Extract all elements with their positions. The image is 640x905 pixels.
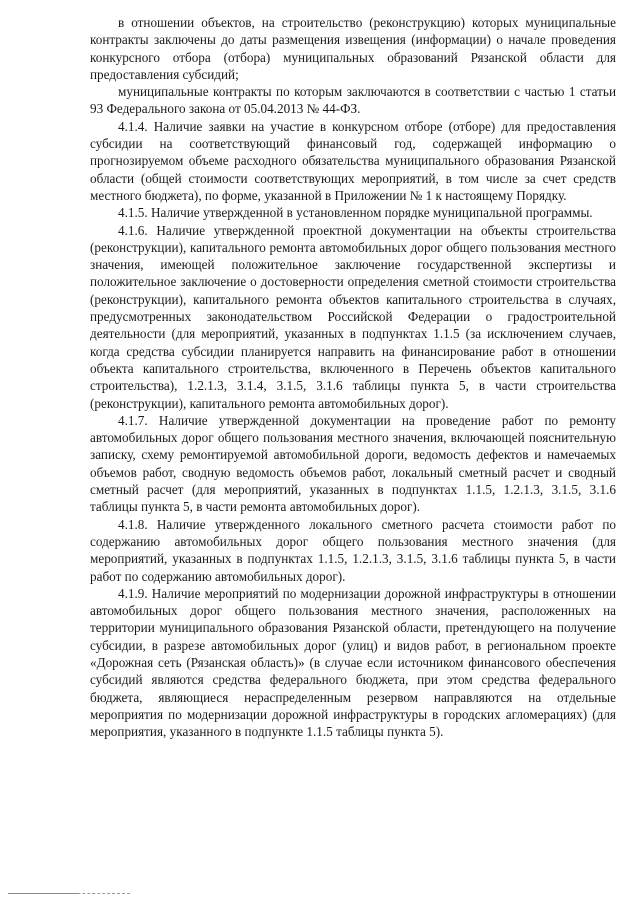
paragraph-4-1-9: 4.1.9. Наличие мероприятий по модернизации дорожной инфраструктуры в отношении автомобильных дорог общего пользования местного значения, расположенных на территории муниципального образования Рязанской области, претендующего на получение субсидии, в разрезе автомобильных дорог (улиц) и видов работ, в региональном проекте «Дорожная сеть (Рязанская область)» (в случае если источником финансового обеспечения субсидий являются средства федерального бюджета, при этом средства федерального бюджета, являющиеся нераспределенным резервом направляются на отдельные мероприятия по модернизации дорожной инфраструктуры в городских агломерациях) (для мероприятия, указанного в подпункте 1.1.5 таблицы пункта 5). (90, 585, 616, 740)
paragraph-objects: в отношении объектов, на строительство (реконструкцию) которых муниципальные контракты заключены до даты размещения извещения (информации) о начале проведения конкурсного отбора (отбора) муниципальных образований Рязанской области для предоставления субсидий; (90, 15, 616, 82)
paragraph-4-1-6: 4.1.6. Наличие утвержденной проектной документации на объекты строительства (реконструкции), капитального ремонта автомобильных дорог общего пользования местного значения, имеющей положительное заключение государственной экспертизы и положительное заключение о достоверности определения сметной стоимости строительства (реконструкции), капитального ремонта объектов капитального строительства в случаях, предусмотренных законодательством Российской Федерации о градостроительной деятельности (для мероприятий, указанных в подпунктах 1.1.5 (за исключением случаев, когда средства субсидии планируется направить на финансирование работ в отношении объекта капитального строительства, включенного в Перечень объектов капитального строительства), 1.2.1.3, 3.1.4, 3.1.5, 3.1.6 таблицы пункта 5, в части строительства (реконструкции), капитального ремонта автомобильных дорог). (90, 222, 616, 411)
paragraph-contracts: муниципальные контракты по которым заключаются в соответствии с частью 1 статьи 93 Федерального закона от 05.04.2013 № 44-ФЗ. (90, 84, 616, 117)
document-body (90, 14, 616, 740)
paragraph-4-1-8: 4.1.8. Наличие утвержденного локального сметного расчета стоимости работ по содержанию автомобильных дорог общего пользования местного значения (для мероприятий, указанных в подпунктах 1.1.5, 1.2.1.3, 3.1.5, 3.1.6 таблицы пункта 5, в части работ по содержанию автомобильных дорог). (90, 516, 616, 584)
footnote-separator-solid (8, 893, 78, 894)
paragraph-4-1-4: 4.1.4. Наличие заявки на участие в конкурсном отборе (отборе) для предоставления субсидии на соответствующий финансовый год, содержащей информацию о прогнозируемом объеме расходного обязательства муниципального образования Рязанской области (общей стоимости соответствующих мероприятий, в том числе за счет средств местного бюджета), по форме, указанной в Приложении № 1 к настоящему Порядку. (90, 118, 616, 203)
paragraph-4-1-7: 4.1.7. Наличие утвержденной документации на проведение работ по ремонту автомобильных дорог общего пользования местного значения, включающей пояснительную записку, схему ремонтируемой автомобильной дороги, ведомость дефектов и намечаемых объемов работ, сводную ведомость объемов работ, локальный сметный расчет и сводный сметный расчет (для мероприятий, указанных в подпунктах 1.1.5, 1.2.1.3, 3.1.5, 3.1.6 таблицы пункта 5, в части ремонта автомобильных дорог). (90, 412, 616, 515)
paragraph-4-1-5: 4.1.5. Наличие утвержденной в установленном порядке муниципальной программы. (118, 205, 593, 221)
